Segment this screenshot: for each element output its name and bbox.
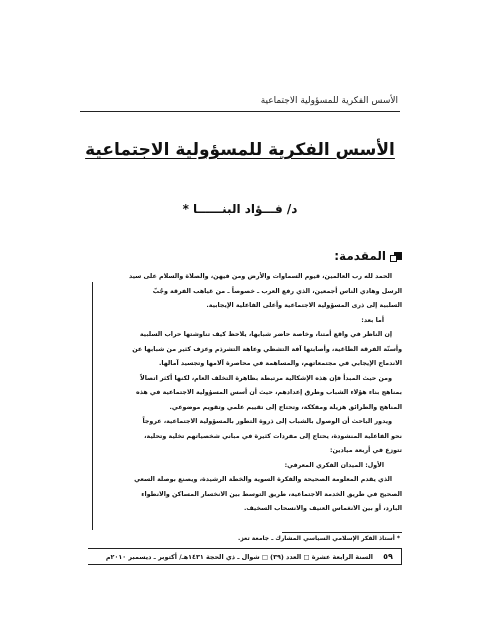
article-title: الأسس الفكرية للمسؤولية الاجتماعية (85, 140, 395, 160)
body-line: المناهج والطرائق هزيلة ومفككة، وتحتاج إلى تقييم علمي وتقويم موضوعي. (169, 403, 402, 411)
footer (88, 548, 402, 565)
footnote-rule (282, 532, 402, 533)
body-line: الذي يقدم المعلومة الصحيحة والفكرة السوية والخطة الرشيدة، ويصنع بوصلة السعي (134, 476, 392, 483)
running-header: الأسس الفكرية للمسؤولية الاجتماعية (260, 96, 398, 106)
margin-rule (92, 282, 93, 530)
body-line: الاندماج الإيجابي في مجتمعاتهم، والمساهمة في محاصرة آلامها وتجسيد آمالها. (159, 360, 402, 367)
body-line: الحمد لله رب العالمين، قيوم السماوات والأرض ومن فيهن، والصلاة والسلام على سيد (128, 273, 392, 280)
body-line: البارد، أو بين الانغماس العنيف والانسحاب السخيف. (244, 505, 402, 512)
body-line: الصحيح في طريق الخدمة الاجتماعية، طريق التوسط بين الانخسار المساكن والانطواء (141, 490, 402, 498)
footnote: * أستاذ الفكر الإسلامي السياسي المشارك ـ جامعة تعز. (238, 535, 400, 542)
body-line: تتوزع في أربعة ميادين: (329, 447, 402, 454)
section-heading (334, 249, 402, 263)
body-line: بمناهج بناء هؤلاء الشباب وطرق إعدادهم، حيث أن أسس المسؤولية الاجتماعية في هذه (135, 389, 402, 396)
footer-issue-info: السنة الرابعة عشرة □ العدد (٣٩) □ شوال ـ ذي الحجة ١٤٣١هـ/ أكتوبر ـ ديسمبر ٢٠١٠م (105, 552, 373, 561)
body-line: أما بعد: (361, 316, 384, 324)
body-line: الأول: الميدان الفكري المعرفي: (284, 461, 384, 469)
header-rule (80, 111, 400, 112)
body-line: السلبية إلى ذرى المسؤولية الاجتماعية وأعلى الفاعلية الإيجابية. (206, 302, 402, 309)
body-line: إن الناظر في واقع أمتنا، وخاصة حاضر شبابها، يلاحظ كيف تناوشتها حراب السلبية (139, 331, 392, 338)
page-number: ٥٩ (375, 549, 402, 564)
body-line: ومن حيث المبدأ فإن هذه الإشكالية مرتبطة بظاهرة التخلف العام، لكنها أكثر اتصالاً (140, 374, 392, 382)
body-line: وأسنّة الفرقة الطاغية، وأصابتها آفة التشظي وعاهة التشرذم وعزف كثير من شبابها عن (132, 345, 402, 353)
body-text (97, 270, 402, 517)
body-line: نحو الفاعلية المنشودة، يحتاج إلى مفردات كثيرة في مباني شخصياتهم تخلية وتحلية، (144, 432, 402, 440)
section-heading-label: المقدمة: (334, 249, 386, 263)
body-line: الرسل وهادي الناس أجمعين، الذي رفع العرب ـ خصوصاً ـ من غياهب الفرقة وجُبّ (152, 287, 402, 295)
author-name: د/ فـــؤاد البنــــــا * (182, 202, 298, 216)
square-bullet-icon (390, 251, 402, 261)
body-line: ويدور الباحث أن الوصول بالشباب إلى ذروة التطور بالمسؤولية الاجتماعية، عروجاً (142, 418, 392, 425)
